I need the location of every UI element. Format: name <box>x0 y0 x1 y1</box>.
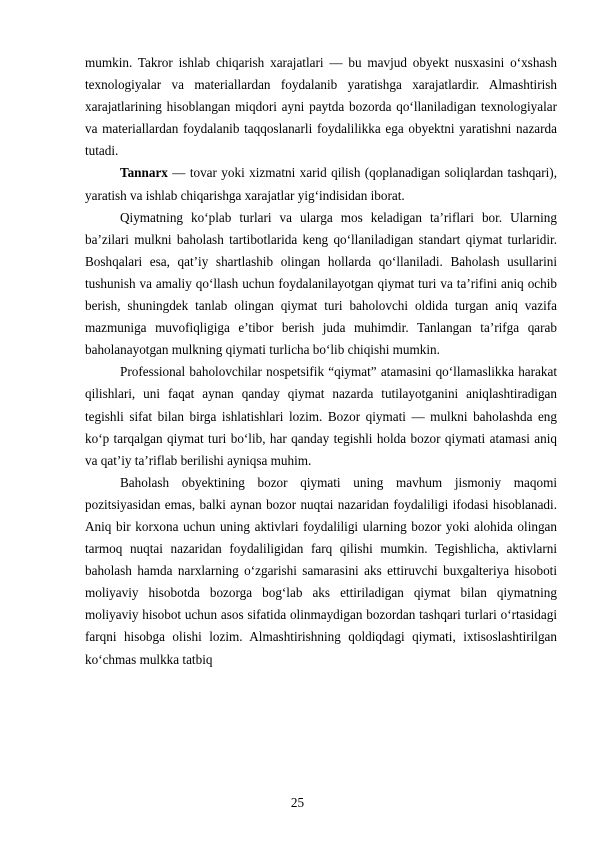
paragraph-professional-appraisers: Professional baholovchilar nospetsifik “qiymat” atamasini qo‘llamaslikka harakat qilishlari, uni faqat aynan qanday qiymat nazarda tutilayotganini aniqlashtiradigan tegishli sifat bilan birga ishlatishlari lozim. Bozor qiymati — mulkni baholashda eng ko‘p tarqalgan qiymat turi bo‘lib, har qanday tegishli holda bozor qiymati atamasi aniq va qat’iy ta’riflab berilishi ayniqsa muhim. <box>85 364 557 468</box>
paragraph-tannarx-definition <box>85 162 557 206</box>
paragraph-value-types: Qiymatning ko‘plab turlari va ularga mos keladigan ta’riflari bor. Ularning ba’zilari mulkni baholash tartibotlarida keng qo‘llaniladigan standart qiymat turlaridir. Boshqalari esa, qat’iy shartlashib olingan hollarda qo‘llaniladi. Baholash usullarini tushunish va amaliy qo‘llash uchun foydalanilayotgan qiymat turi va ta’rifini aniq ochib berish, shuningdek tanlab olingan qiymat turi baholovchi oldida turgan aniq vazifa mazmuniga muvofiqligiga e’tibor berish juda muhimdir. Tanlangan ta’rifga qarab baholanayotgan mulkning qiymati turlicha bo‘lib chiqishi mumkin. <box>85 209 557 358</box>
definition-text: — tovar yoki xizmatni xarid qilish (qoplanadigan soliqlardan tashqari), yaratish va ishlab chiqarishga xarajatlar yig‘indisidan iborat. <box>85 165 557 203</box>
defined-term: Tannarx <box>120 165 168 181</box>
page-body <box>85 52 557 671</box>
paragraph-continuation: mumkin. Takror ishlab chiqarish xarajatlari — bu mavjud obyekt nusxasini o‘xshash texnologiyalar va materiallardan foydalanib yaratishga xarajatlardir. Almashtirish xarajatlarining hisoblangan miqdori ayni paytda bozorda qo‘llaniladigan texnologiyalar va materiallardan foydalanib taqqoslanarli foydalilikka ega obyektni yaratishni nazarda tutadi. <box>85 55 557 159</box>
page-number: 25 <box>290 795 305 810</box>
paragraph-market-value: Baholash obyektining bozor qiymati uning mavhum jismoniy maqomi pozitsiyasidan emas, balki aynan bozor nuqtai nazaridan foydaliligi ifodasi hisoblanadi. Aniq bir korxona uchun uning aktivlari foydaliligi ularning bozor yoki alohida olingan tarmoq nuqtai nazaridan foydaliligidan farq qilishi mumkin. Tegishlicha, aktivlarni baholash hamda narxlarning o‘zgarishi samarasini aks ettiruvchi buxgalteriya hisoboti moliyaviy hisobotda bozorga bog‘lab aks ettiriladigan qiymat bilan qiymatning moliyaviy hisobot uchun asos sifatida olinmaydigan bozordan tashqari turlari o‘rtasidagi farqni hisobga olishi lozim. Almashtirishning qoldiqdagi qiymati, ixtisoslashtirilgan ko‘chmas mulkka tatbiq <box>85 474 557 667</box>
